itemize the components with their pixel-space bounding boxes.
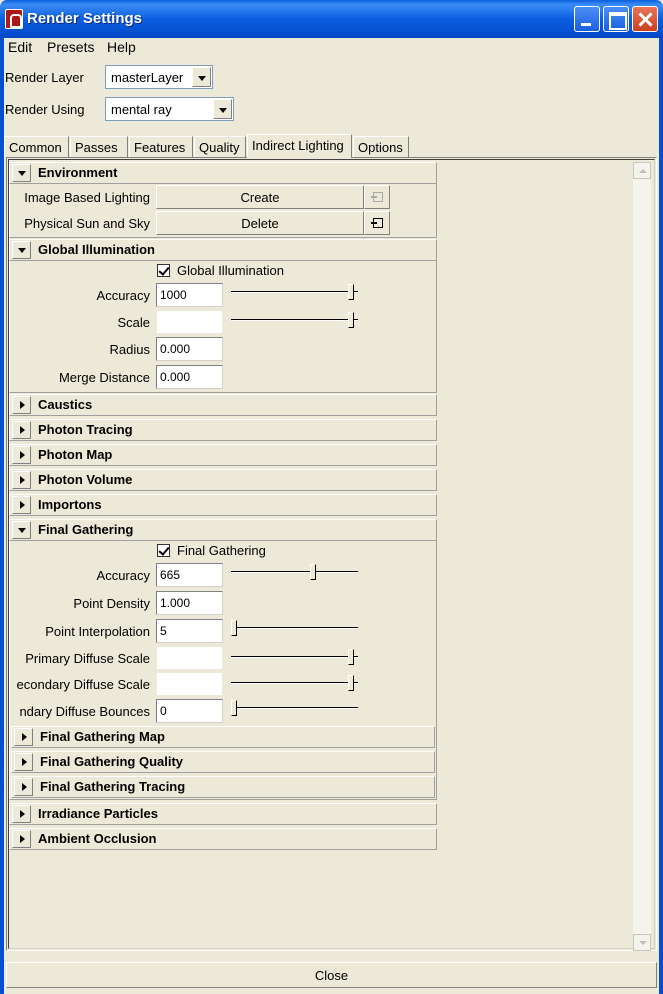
global-illumination-checkbox[interactable] [157,264,170,277]
tab-quality[interactable]: Quality [194,136,246,157]
render-layer-label: Render Layer [5,70,84,85]
fg-quality-header[interactable] [11,751,435,773]
maximize-button[interactable] [603,6,629,32]
fg-point-interpolation-value: 5 [160,624,167,638]
caustics-title: Caustics [38,397,93,412]
render-layer-dropdown[interactable] [105,65,213,89]
close-button[interactable]: Close [6,962,657,988]
expand-arrow-icon[interactable] [12,164,31,182]
fg-primary-diffuse-scale-label: Primary Diffuse Scale [25,651,150,666]
gi-scale-swatch[interactable] [156,310,223,334]
sun-sky-label: Physical Sun and Sky [24,216,150,231]
slider-thumb[interactable] [310,564,316,580]
create-ibl-button[interactable]: Create [156,185,364,209]
final-gathering-checkbox-label: Final Gathering [177,543,266,558]
slider-thumb[interactable] [348,312,354,328]
menu-presets[interactable]: Presets [47,39,95,55]
slider-thumb[interactable] [348,675,354,691]
chevron-down-icon[interactable] [192,67,211,87]
tab-common[interactable]: Common [4,136,69,157]
render-using-dropdown[interactable] [105,97,234,121]
vertical-scrollbar[interactable] [633,162,651,951]
render-using-label: Render Using [5,102,85,117]
ambient-occlusion-title: Ambient Occlusion [38,831,157,846]
fg-secondary-diffuse-scale-label: econdary Diffuse Scale [16,677,150,692]
fg-quality-title: Final Gathering Quality [40,754,184,769]
menu-bar [4,38,659,58]
render-layer-value: masterLayer [111,70,184,85]
fg-accuracy-input[interactable] [156,563,223,587]
fg-point-density-label: Point Density [73,596,150,611]
fg-point-density-input[interactable] [156,591,223,615]
photon-volume-title: Photon Volume [38,472,133,487]
photon-tracing-header[interactable] [9,419,437,441]
title-bar[interactable] [0,0,663,38]
slider-thumb[interactable] [348,649,354,665]
environment-header[interactable] [9,162,437,184]
photon-map-header[interactable] [9,444,437,466]
fg-secondary-diffuse-bounces-slider[interactable] [231,707,358,709]
collapse-arrow-icon[interactable] [12,830,31,848]
sun-sky-map-icon[interactable] [364,211,390,235]
delete-sun-sky-button[interactable]: Delete [156,211,364,235]
photon-tracing-title: Photon Tracing [38,422,133,437]
slider-thumb[interactable] [348,284,354,300]
fg-map-header[interactable] [11,726,435,748]
collapse-arrow-icon[interactable] [12,496,31,514]
slider-thumb[interactable] [231,620,237,636]
gi-merge-distance-input[interactable] [156,365,223,389]
global-illumination-header[interactable] [9,239,437,261]
tab-indirect-lighting[interactable]: Indirect Lighting [247,134,352,158]
fg-tracing-header[interactable] [11,776,435,798]
importons-header[interactable] [9,494,437,516]
irradiance-particles-title: Irradiance Particles [38,806,158,821]
final-gathering-header[interactable] [9,519,437,541]
ambient-occlusion-header[interactable] [9,828,437,850]
window-title: Render Settings [27,10,143,27]
maya-app-icon[interactable] [5,9,23,29]
minimize-button[interactable] [574,6,600,32]
fg-primary-diffuse-swatch[interactable] [156,646,223,670]
gi-accuracy-value: 1000 [160,288,187,302]
slider-thumb[interactable] [231,700,237,716]
expand-arrow-icon[interactable] [12,241,31,259]
importons-title: Importons [38,497,102,512]
global-illumination-title: Global Illumination [38,242,155,257]
gi-accuracy-input[interactable] [156,283,223,307]
global-illumination-checkbox-label: Global Illumination [177,263,284,278]
collapse-arrow-icon[interactable] [14,778,33,796]
fg-primary-diffuse-slider[interactable] [231,656,358,658]
fg-secondary-diffuse-slider[interactable] [231,682,358,684]
photon-map-title: Photon Map [38,447,113,462]
fg-accuracy-slider[interactable] [231,571,358,573]
chevron-down-icon[interactable] [213,99,232,119]
gi-merge-distance-value: 0.000 [160,370,191,384]
gi-radius-label: Radius [109,342,150,357]
collapse-arrow-icon[interactable] [12,421,31,439]
collapse-arrow-icon[interactable] [12,471,31,489]
fg-point-interpolation-label: Point Interpolation [45,624,150,639]
expand-arrow-icon[interactable] [12,521,31,539]
fg-accuracy-label: Accuracy [96,568,150,583]
window-border-left [0,38,4,994]
scroll-up-arrow-icon[interactable] [633,162,651,179]
irradiance-particles-header[interactable] [9,803,437,825]
render-using-value: mental ray [111,102,172,117]
fg-tracing-title: Final Gathering Tracing [40,779,186,794]
gi-accuracy-slider[interactable] [231,291,358,293]
fg-point-density-value: 1.000 [160,596,191,610]
fg-point-interpolation-slider[interactable] [231,627,358,629]
window-border-right [659,38,663,994]
gi-scale-label: Scale [117,315,150,330]
gi-accuracy-label: Accuracy [96,288,150,303]
collapse-arrow-icon[interactable] [14,753,33,771]
gi-radius-value: 0.000 [160,342,191,356]
collapse-arrow-icon[interactable] [12,446,31,464]
gi-merge-distance-label: Merge Distance [58,370,150,385]
ibl-label: Image Based Lighting [24,190,150,205]
collapse-arrow-icon[interactable] [12,805,31,823]
fg-secondary-diffuse-swatch[interactable] [156,672,223,696]
tab-passes[interactable]: Passes [70,136,128,157]
final-gathering-checkbox[interactable] [157,544,170,557]
collapse-arrow-icon[interactable] [14,728,33,746]
caustics-header[interactable] [9,394,437,416]
menu-edit[interactable]: Edit [8,39,33,55]
menu-help[interactable]: Help [107,39,136,55]
tab-features[interactable]: Features [129,136,193,157]
fg-secondary-diffuse-bounces-input[interactable] [156,699,223,723]
ibl-map-icon[interactable] [364,185,390,209]
environment-title: Environment [38,165,118,180]
gi-scale-slider[interactable] [231,319,358,321]
fg-map-title: Final Gathering Map [40,729,165,744]
collapse-arrow-icon[interactable] [12,396,31,414]
photon-volume-header[interactable] [9,469,437,491]
fg-secondary-diffuse-bounces-label: ndary Diffuse Bounces [19,704,150,719]
fg-secondary-diffuse-bounces-value: 0 [160,704,167,718]
tab-options[interactable]: Options [353,136,409,157]
close-window-button[interactable] [632,6,658,32]
fg-point-interpolation-input[interactable] [156,619,223,643]
gi-radius-input[interactable] [156,337,223,361]
fg-accuracy-value: 665 [160,568,181,582]
final-gathering-title: Final Gathering [38,522,134,537]
scroll-down-arrow-icon[interactable] [633,934,651,951]
